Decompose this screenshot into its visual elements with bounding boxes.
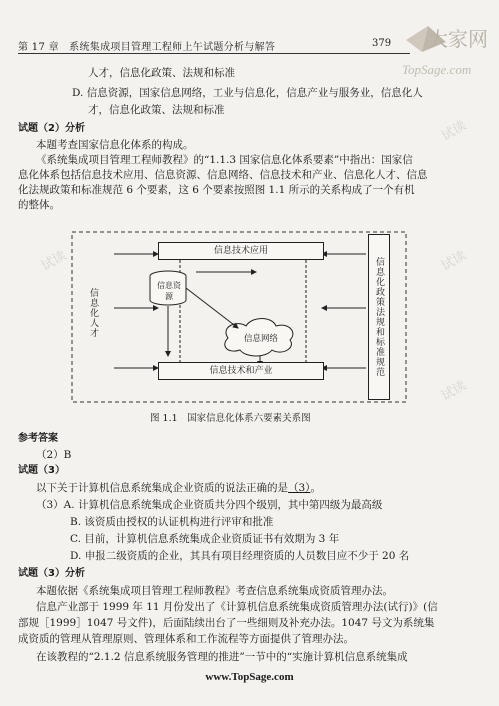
box-it-industry: 信息技术和产业 [158,362,324,380]
paragraph-line: 本题依据《系统集成项目管理工程师教程》考查信息系统集成资质管理办法。 [36,585,393,597]
line-text: 人才，信息化政策、法规和标准 [88,67,235,79]
box-policy-standards: 信息化政策法规和标准规范 [368,234,390,400]
paragraph-line: 信息产业部于 1999 年 11 月份发出了《计算机信息系统集成资质管理办法(试行)》(信 [36,601,438,613]
analysis-heading: 试题（3）分析 [18,568,85,579]
logo-text: 大家网 [428,27,488,51]
figure-caption: 图 1.1 国家信息化体系六要素关系图 [150,413,311,424]
paragraph-line: 部规［1999］1047 号文件)，后面陆续出台了一些细则及补充办法。1047 号文为系统集 [18,617,435,629]
option-b: B. 该资质由授权的认证机构进行评审和批准 [70,516,274,528]
line-text: 才，信息化政策、法规和标准 [88,104,225,116]
watermark: 试读 [38,248,70,275]
question-end: 。 [310,482,321,494]
paragraph-line: 本题考查国家信息化体系的构成。 [36,139,194,151]
section-heading: 试题（2）分析 [18,123,85,134]
box-it-application: 信息技术应用 [158,242,324,260]
paragraph-line: 化法规政策和标准规范 6 个要素，这 6 个要素按照图 1.1 所示的关系构成了一个有机 [18,184,415,196]
running-header: 第 17 章 系统集成项目管理工程师上午试题分析与解答 [18,42,276,53]
page-number: 379 [372,38,392,49]
header-rule [18,53,410,54]
paragraph-line: 成资质的管理从管理原则、管理体系和工作流程等方面提供了管理办法。 [18,633,354,645]
watermark: 试读 [438,248,470,275]
answer-text: （2）B [36,449,72,461]
question-blank: （3） [288,482,311,494]
label-talent: 信息化人才 [88,288,98,338]
question-heading: 试题（3） [18,465,65,476]
figure-diagram [70,228,410,406]
watermark: 试读 [438,378,470,405]
footer-url: www.TopSage.com [205,671,294,683]
option-a: （3）A. 计算机信息系统集成企业资质共分四个级别，其中第四级为最高级 [36,499,383,511]
label-info-resource: 信息资源 [157,281,181,301]
watermark: 试读 [438,118,470,145]
option-d: D. 信息资源，国家信息网络，工业与信息化，信息产业与服务业，信息化人 [72,87,423,99]
paragraph-line: 《系统集成项目管理工程师教程》的“1.1.3 国家信息化体系要素”中指出：国家信 [36,154,413,166]
option-c: C. 目前，计算机信息系统集成企业资质证书有效期为 3 年 [70,533,340,545]
question-stem: 以下关于计算机信息系统集成企业资质的说法正确的是 [36,482,288,494]
paragraph-line: 在该教程的“2.1.2 信息系统服务管理的推进”一节中的“实施计算机信息系统集成 [36,651,408,663]
option-d: D. 申报二级资质的企业，其具有项目经理资质的人员数目应不少于 20 名 [70,550,410,562]
paragraph-line: 的整体。 [18,199,60,211]
question-text [36,481,321,495]
label-info-network: 信息网络 [243,334,278,344]
logo-url: TopSage.com [402,62,472,77]
answer-heading: 参考答案 [18,433,58,444]
paragraph-line: 息化体系包括信息技术应用、信息资源、信息网络、信息技术和产业、信息化人才、信息 [18,169,428,181]
